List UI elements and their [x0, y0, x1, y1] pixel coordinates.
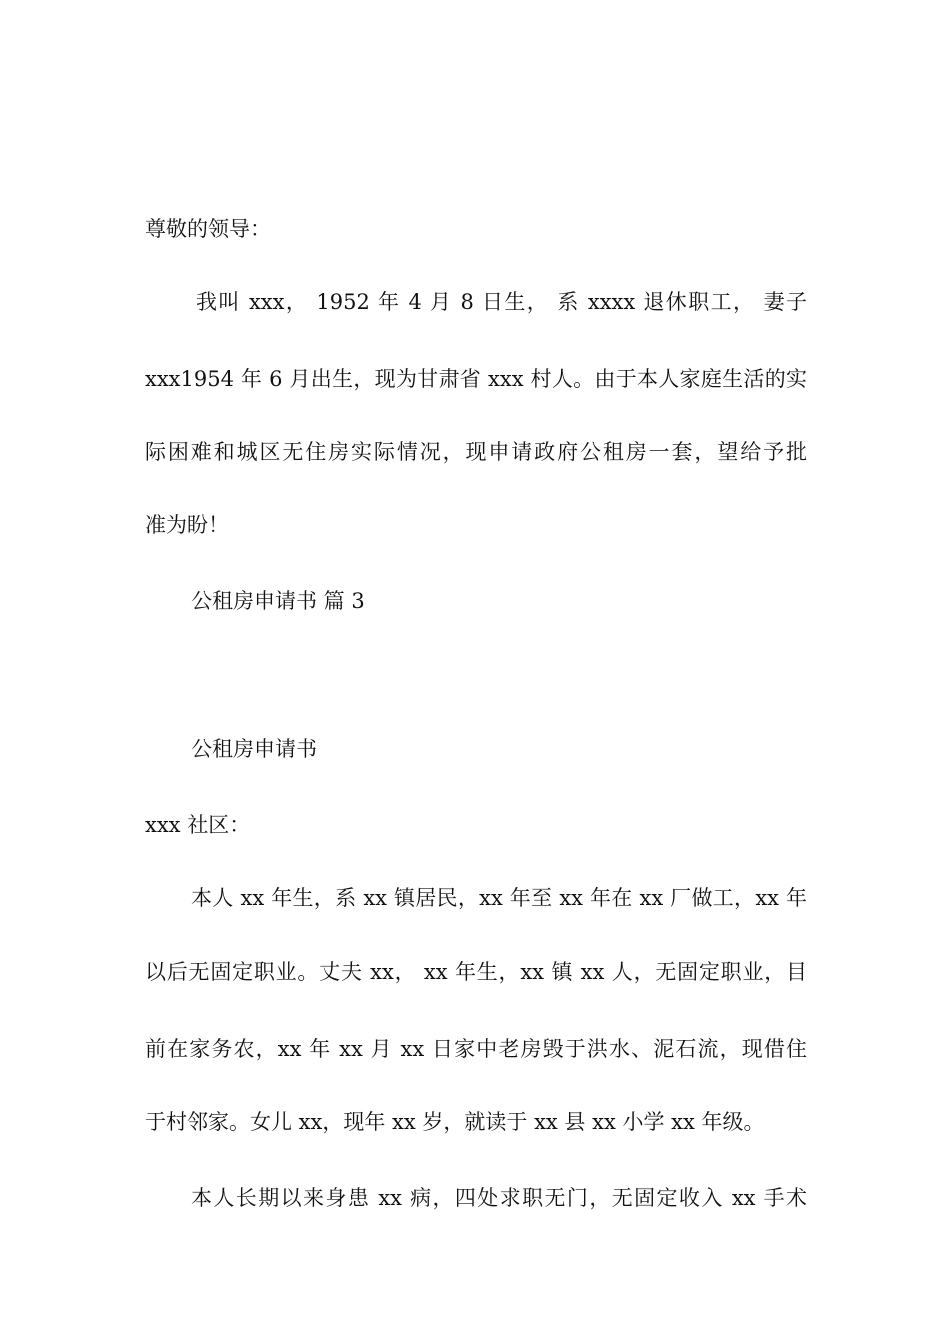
letter-title: 公租房申请书	[191, 737, 317, 761]
salutation-community: xxx 社区：	[145, 813, 251, 837]
section-heading: 公租房申请书 篇 3	[191, 589, 365, 613]
paragraph-3-line-1: 本人长期以来身患 xx 病，四处求职无门，无固定收入 xx 手术	[191, 1186, 807, 1210]
paragraph-2-line-4: 于村邻家。女儿 xx，现年 xx 岁，就读于 xx 县 xx 小学 xx 年级。	[145, 1110, 765, 1134]
paragraph-1-line-3: 际困难和城区无住房实际情况，现申请政府公租房一套，望给予批	[145, 440, 807, 464]
paragraph-2-line-1: 本人 xx 年生，系 xx 镇居民，xx 年至 xx 年在 xx 厂做工，xx 年	[191, 886, 807, 910]
paragraph-1-line-1: 我叫 xxx， 1952 年 4 月 8 日生， 系 xxxx 退休职工， 妻子	[196, 290, 807, 314]
paragraph-2-line-2: 以后无固定职业。丈夫 xx， xx 年生，xx 镇 xx 人，无固定职业，目	[145, 960, 807, 984]
salutation-leaders: 尊敬的领导：	[145, 217, 271, 241]
paragraph-1-line-2: xxx1954 年 6 月出生，现为甘肃省 xxx 村人。由于本人家庭生活的实	[145, 367, 807, 391]
paragraph-1-line-4: 准为盼！	[145, 513, 229, 537]
paragraph-2-line-3: 前在家务农，xx 年 xx 月 xx 日家中老房毁于洪水、泥石流，现借住	[145, 1037, 807, 1061]
